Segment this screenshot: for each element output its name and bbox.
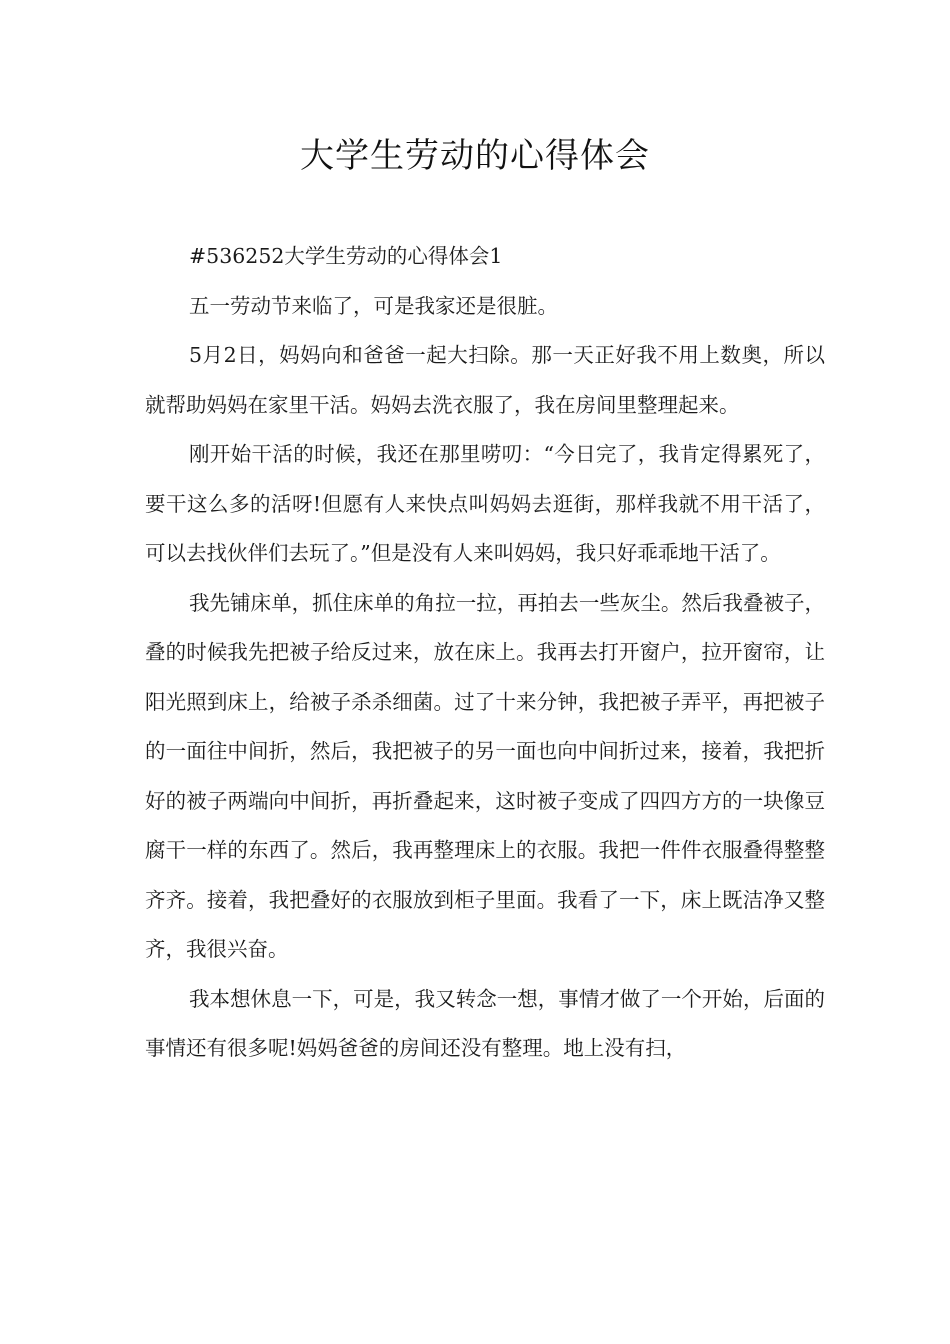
paragraph: 我本想休息一下，可是，我又转念一想，事情才做了一个开始，后面的事情还有很多呢!妈妈爸爸的房间还没有整理。地上没有扫，: [145, 986, 825, 1060]
paragraph: 我先铺床单，抓住床单的角拉一拉，再拍去一些灰尘。然后我叠被子，叠的时候我先把被子给反过来，放在床上。我再去打开窗户，拉开窗帘，让阳光照到床上，给被子杀杀细菌。过了十来分钟，我把被子弄平，再把被子的一面往中间折，然后，我把被子的另一面也向中间折过来，接着，我把折好的被子两端向中间折，再折叠起来，这时被子变成了四四方方的一块像豆腐干一样的东西了。然后，我再整理床上的衣服。我把一件件衣服叠得整整齐齐。接着，我把叠好的衣服放到柜子里面。我看了一下，床上既洁净又整齐，我很兴奋。: [145, 590, 825, 961]
paragraph: 五一劳动节来临了，可是我家还是很脏。: [189, 293, 558, 318]
document-title: 大学生劳动的心得体会: [300, 136, 650, 176]
paragraph: 刚开始干活的时候，我还在那里唠叨：“今日完了，我肯定得累死了，要干这么多的活呀!但愿有人来快点叫妈妈去逛街，那样我就不用干活了，可以去找伙伴们去玩了。”但是没有人来叫妈妈，我只好乖乖地干活了。: [145, 442, 825, 565]
document-body: [145, 232, 825, 1074]
paragraph: 5月2日，妈妈向和爸爸一起大扫除。那一天正好我不用上数奥，所以就帮助妈妈在家里干活。妈妈去洗衣服了，我在房间里整理起来。: [145, 343, 825, 417]
section-heading: #536252大学生劳动的心得体会1: [189, 244, 503, 268]
